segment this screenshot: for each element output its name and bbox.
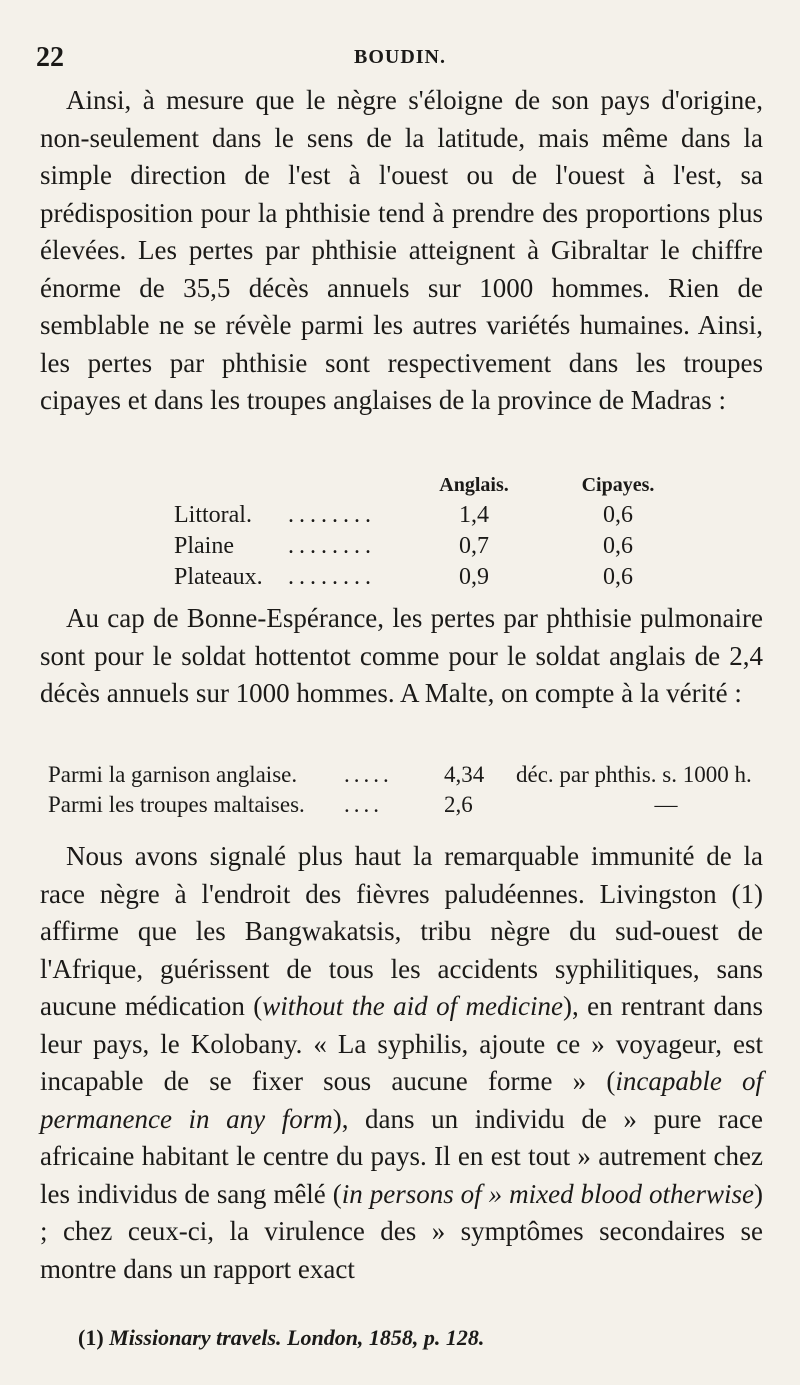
running-head: BOUDIN.	[353, 46, 446, 68]
row-value: 2,6	[444, 792, 473, 817]
table-row	[48, 762, 778, 792]
row-unit: déc. par phthis. s. 1000 h.	[516, 762, 752, 787]
ditto-mark: —	[654, 792, 678, 817]
leader-dots: ........	[288, 502, 376, 528]
table-row	[48, 792, 778, 822]
leader-dots: .....	[344, 762, 393, 787]
header-cipayes: Cipayes.	[581, 474, 655, 496]
page-number: 22	[36, 42, 64, 73]
italic-quote: in persons of » mixed blood otherwise	[341, 1178, 754, 1209]
value-anglais: 1,4	[459, 502, 489, 528]
paragraph-text: Ainsi, à mesure que le nègre s'éloigne de son pays d'origine, non-seulement dans le sens de la latitude, mais même dans la simple direction de l'est à l'ouest ou de l'ouest à l'est, sa prédisposition pour la phthisie tend à prendre des proportions plus élevées. Les pertes par phthisie atteignent à Gibraltar le chiffre énorme de 35,5 décès annuels sur 1000 hommes. Rien de semblable ne se révèle parmi les autres variétés humaines. Ainsi, les pertes par phthisie sont respectivement dans les troupes cipayes et dans les troupes anglaises de la province de Madras :	[40, 85, 763, 415]
table-row	[170, 502, 690, 533]
paragraph-cape	[40, 600, 763, 713]
leader-dots: ........	[288, 564, 376, 590]
leader-dots: ....	[344, 792, 383, 817]
row-label: Parmi les troupes maltaises.	[48, 792, 305, 817]
value-cipayes: 0,6	[603, 502, 633, 528]
paragraph-madras	[40, 82, 763, 420]
value-cipayes: 0,6	[603, 564, 633, 590]
row-label: Littoral.	[174, 502, 252, 528]
value-anglais: 0,9	[459, 564, 489, 590]
footnote-rest: London, 1858, p. 128.	[287, 1325, 485, 1350]
table-row	[170, 533, 690, 564]
paragraph-text: Nous avons signalé plus haut la remarquable immunité de la race nègre à l'endroit des fièvres paludéennes. Livingston (1) affirme que les Bangwakatsis, tribu nègre du sud-ouest de l'Afrique, guérissent de tous les accidents syphilitiques, sans aucune médication (	[40, 841, 763, 1021]
row-value: 4,34	[444, 762, 485, 787]
row-label: Plateaux.	[174, 564, 263, 590]
italic-quote: without the aid of medicine	[262, 991, 563, 1021]
madras-table-header	[170, 472, 690, 502]
malta-table	[48, 762, 778, 822]
row-label: Parmi la garnison anglaise.	[48, 762, 298, 787]
paragraph-text: ), dans un individu de » pure race africaine habitant le centre du pays. Il en est tout » autrement chez les individus de sang mêlé (	[40, 1103, 764, 1209]
italic-quote: incapable of permanence in any form	[40, 1066, 763, 1134]
paragraph-text: Au cap de Bonne-Espérance, les pertes par phthisie pulmonaire sont pour le soldat hottentot comme pour le soldat anglais de 2,4 décès annuels sur 1000 hommes. A Malte, on compte à la vérité :	[40, 603, 763, 708]
page-header	[36, 42, 764, 82]
table-row	[170, 564, 690, 595]
header-anglais: Anglais.	[439, 474, 509, 496]
value-cipayes: 0,6	[603, 533, 633, 559]
paragraph-syphilis	[40, 838, 763, 1288]
paragraph-text: ) ; chez ceux-ci, la virulence des » symptômes secondaires se montre dans un rapport exact	[40, 1178, 763, 1284]
value-anglais: 0,7	[459, 533, 489, 559]
leader-dots: ........	[288, 533, 376, 559]
footnote	[78, 1325, 484, 1351]
footnote-title: Missionary travels.	[109, 1325, 282, 1350]
madras-table	[170, 472, 690, 595]
paragraph-text: ), en rentrant dans leur pays, le Kolobany. « La syphilis, ajoute ce » voyageur, est incapable de se fixer sous aucune forme » (	[40, 991, 763, 1096]
row-label: Plaine	[174, 533, 234, 559]
footnote-marker: (1)	[78, 1325, 104, 1350]
